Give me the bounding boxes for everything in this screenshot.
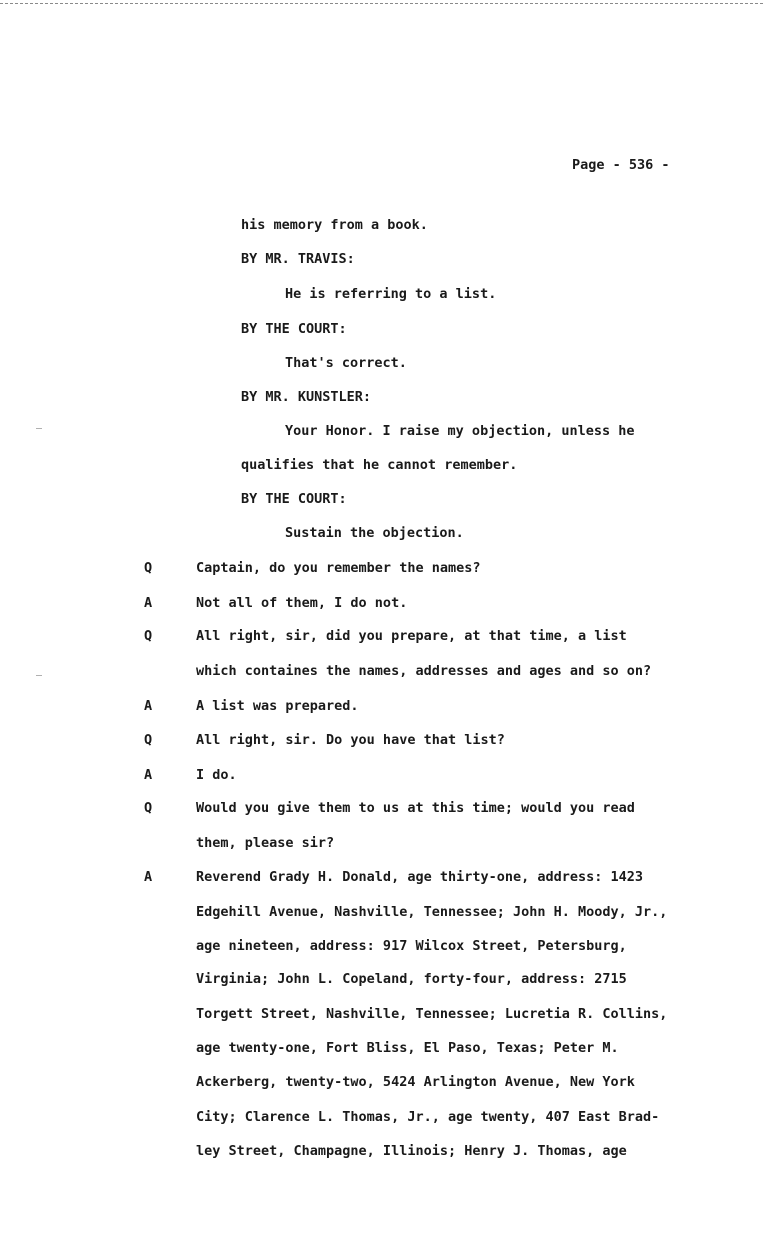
- transcript-line: qualifies that he cannot remember.: [241, 457, 518, 473]
- transcript-line: All right, sir, did you prepare, at that time, a list: [196, 628, 627, 644]
- transcript-line: That's correct.: [285, 355, 407, 371]
- transcript-line: A list was prepared.: [196, 698, 359, 714]
- transcript-line: BY THE COURT:: [241, 491, 347, 507]
- transcript-line: BY THE COURT:: [241, 321, 347, 337]
- margin-mark: [36, 675, 42, 676]
- scan-top-edge: [0, 3, 763, 4]
- speaker-label: Q: [144, 800, 153, 816]
- transcript-line: them, please sir?: [196, 835, 335, 851]
- transcript-line: Captain, do you remember the names?: [196, 560, 481, 576]
- transcript-line: He is referring to a list.: [285, 286, 497, 302]
- transcript-line: Sustain the objection.: [285, 525, 464, 541]
- speaker-label: Q: [144, 628, 153, 644]
- transcript-line: I do.: [196, 767, 237, 783]
- transcript-line: his memory from a book.: [241, 217, 428, 233]
- transcript-line: Your Honor. I raise my objection, unless he: [285, 423, 635, 439]
- transcript-line: Edgehill Avenue, Nashville, Tennessee; John H. Moody, Jr.,: [196, 904, 668, 920]
- transcript-line: All right, sir. Do you have that list?: [196, 732, 505, 748]
- transcript-line: Ackerberg, twenty-two, 5424 Arlington Avenue, New York: [196, 1074, 635, 1090]
- transcript-line: ley Street, Champagne, Illinois; Henry J. Thomas, age: [196, 1143, 627, 1159]
- margin-mark: [36, 428, 42, 429]
- transcript-line: City; Clarence L. Thomas, Jr., age twenty, 407 East Brad-: [196, 1109, 660, 1125]
- page-number: Page - 536 -: [572, 157, 670, 173]
- speaker-label: A: [144, 869, 153, 885]
- transcript-line: Would you give them to us at this time; would you read: [196, 800, 635, 816]
- transcript-line: Virginia; John L. Copeland, forty-four, address: 2715: [196, 971, 627, 987]
- speaker-label: A: [144, 595, 153, 611]
- speaker-label: A: [144, 698, 153, 714]
- transcript-line: Not all of them, I do not.: [196, 595, 408, 611]
- speaker-label: A: [144, 767, 153, 783]
- transcript-line: Reverend Grady H. Donald, age thirty-one, address: 1423: [196, 869, 644, 885]
- transcript-line: BY MR. KUNSTLER:: [241, 389, 372, 405]
- transcript-line: age twenty-one, Fort Bliss, El Paso, Texas; Peter M.: [196, 1040, 619, 1056]
- transcript-line: which containes the names, addresses and ages and so on?: [196, 663, 652, 679]
- speaker-label: Q: [144, 560, 153, 576]
- transcript-line: age nineteen, address: 917 Wilcox Street, Petersburg,: [196, 938, 627, 954]
- speaker-label: Q: [144, 732, 153, 748]
- transcript-line: BY MR. TRAVIS:: [241, 251, 355, 267]
- transcript-line: Torgett Street, Nashville, Tennessee; Lucretia R. Collins,: [196, 1006, 668, 1022]
